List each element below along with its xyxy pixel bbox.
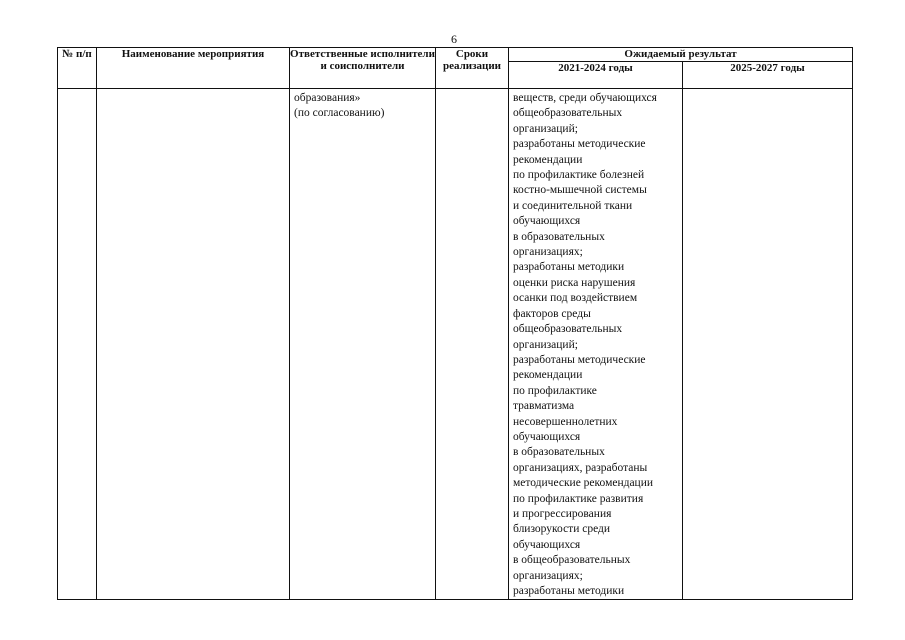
text-line: травматизма <box>513 400 575 413</box>
text-line: рекомендации <box>513 369 583 382</box>
text-line: в образовательных <box>513 446 605 459</box>
header-event-name: Наименование мероприятия <box>97 48 290 89</box>
result-2021-2024-text <box>509 89 682 599</box>
text-line: организаций; <box>513 122 578 135</box>
cell-result-2021-2024 <box>509 89 683 600</box>
plan-table <box>57 47 853 600</box>
cell-number <box>58 89 97 600</box>
header-responsible: Ответственные исполнители и соисполнители <box>290 48 436 89</box>
text-line: образования» <box>294 92 361 104</box>
text-line: организациях; <box>513 569 583 582</box>
text-line: факторов среды <box>513 307 591 320</box>
table-row <box>58 89 853 600</box>
text-line: общеобразовательных <box>513 323 623 336</box>
text-line: организациях, разработаны <box>513 461 648 474</box>
header-expected-result: Ожидаемый результат <box>509 48 853 62</box>
page-number: 6 <box>451 32 457 46</box>
header-period-2025-2027: 2025-2027 годы <box>683 62 853 89</box>
responsible-text <box>290 89 435 122</box>
text-line: (по согласованию) <box>294 107 385 120</box>
cell-deadline <box>436 89 509 600</box>
header-number: № п/п <box>58 48 97 89</box>
table-header <box>58 48 853 89</box>
text-line: разработаны методические <box>513 138 646 151</box>
text-line: организациях; <box>513 246 583 259</box>
text-line: костно-мышечной системы <box>513 184 647 197</box>
text-line: разработаны методики <box>513 585 625 597</box>
text-line: и соединительной ткани <box>513 199 633 212</box>
text-line: несовершеннолетних <box>513 415 618 428</box>
text-line: организаций; <box>513 338 578 351</box>
header-period-2021-2024: 2021-2024 годы <box>509 62 683 89</box>
text-line: рекомендации <box>513 153 583 166</box>
text-line: обучающихся <box>513 430 581 443</box>
text-line: осанки под воздействием <box>513 292 638 305</box>
text-line: общеобразовательных <box>513 107 623 120</box>
text-line: в общеобразовательных <box>513 554 631 567</box>
header-deadline: Сроки реализации <box>436 48 509 89</box>
text-line: разработаны методические <box>513 353 646 366</box>
text-line: близорукости среди <box>513 523 611 536</box>
text-line: оценки риска нарушения <box>513 276 636 289</box>
text-line: в образовательных <box>513 230 605 243</box>
cell-responsible <box>290 89 436 600</box>
text-line: и прогрессирования <box>513 507 612 520</box>
cell-event-name <box>97 89 290 600</box>
text-line: по профилактике <box>513 384 597 397</box>
text-line: методические рекомендации <box>513 477 654 490</box>
text-line: по профилактике развития <box>513 492 644 505</box>
text-line: обучающихся <box>513 215 581 228</box>
text-line: веществ, среди обучающихся <box>513 92 657 104</box>
text-line: разработаны методики <box>513 261 625 274</box>
text-line: по профилактике болезней <box>513 169 645 182</box>
text-line: обучающихся <box>513 538 581 551</box>
cell-result-2025-2027 <box>683 89 853 600</box>
